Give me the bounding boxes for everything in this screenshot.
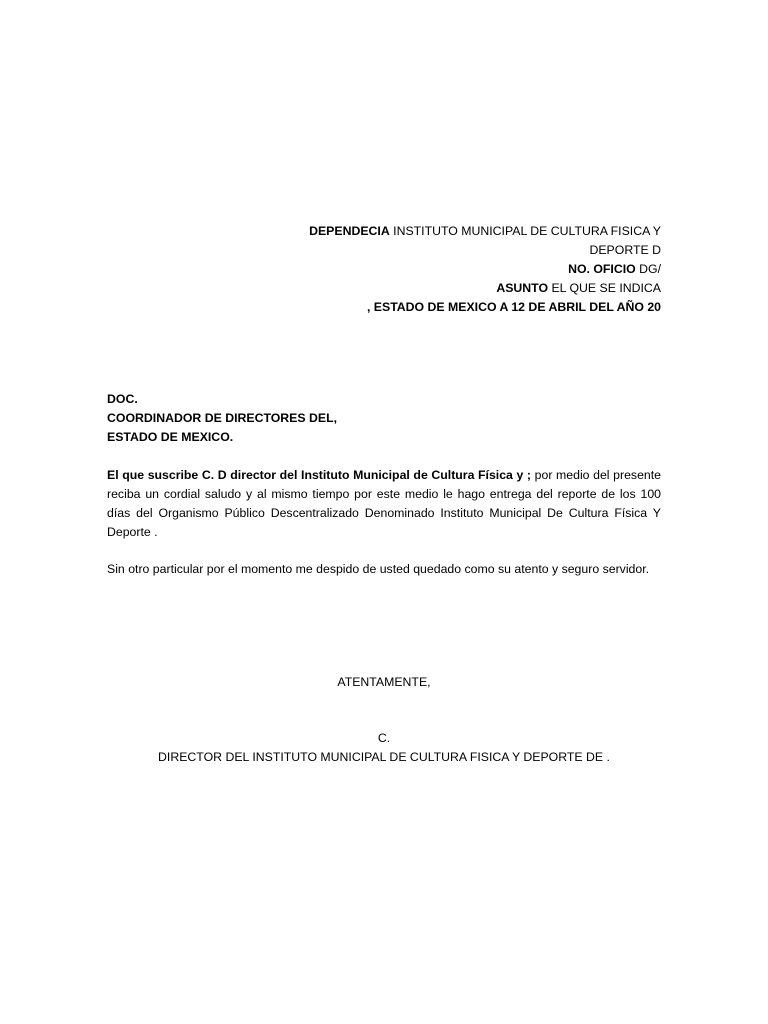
body-paragraph-1-bold: El que suscribe C. D director del Instituto Municipal de Cultura Física y ; [107,468,532,482]
oficio-line [300,260,661,279]
body-paragraph-1 [107,466,661,542]
place-date: , ESTADO DE MEXICO A 12 DE ABRIL DEL AÑO 20 [366,300,661,314]
dependencia-value-continued: DEPORTE D [589,243,661,257]
signer-initial: C. [377,731,391,745]
recipient-line-3: ESTADO DE MEXICO. [107,430,234,444]
asunto-line [300,279,661,298]
body-paragraph-1-text: por medio del presente reciba un cordial saludo y al mismo tiempo por este medio le hago entrega del reporte de los 100 días del Organismo Público Descentralizado Denominado Instituto Municipal De Cultura Física Y Deporte . [107,468,661,539]
oficio-label: NO. OFICIO [568,262,636,276]
recipient-block [107,390,661,447]
oficio-value: DG/ [639,262,661,276]
recipient-line-1: DOC. [107,392,138,406]
dependencia-line [300,222,661,241]
asunto-label: ASUNTO [496,281,549,295]
signer-title: DIRECTOR DEL INSTITUTO MUNICIPAL DE CULTURA FISICA Y DEPORTE DE . [158,750,610,764]
recipient-line-2: COORDINADOR DE DIRECTORES DEL, [107,411,338,425]
asunto-value: EL QUE SE INDICA [551,281,661,295]
dependencia-label: DEPENDECIA [309,224,390,238]
body-paragraph-2: Sin otro particular por el momento me despido de usted quedado como su atento y seguro servidor. [107,562,650,576]
dependencia-value: INSTITUTO MUNICIPAL DE CULTURA FISICA Y [393,224,661,238]
closing-salutation: ATENTAMENTE, [337,675,431,689]
letter-header [300,222,661,317]
